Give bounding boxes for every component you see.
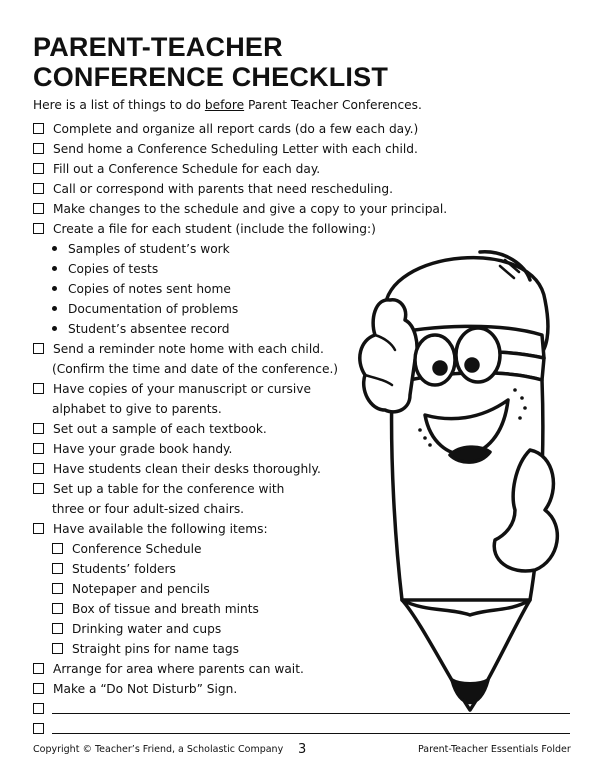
checkbox[interactable] <box>33 203 44 214</box>
checklist-item: Send a reminder note home with each child. <box>33 339 324 359</box>
checkbox[interactable] <box>33 483 44 494</box>
checklist-item: Set up a table for the conference with <box>33 479 284 499</box>
checklist-item: Have students clean their desks thoroughly. <box>33 459 321 479</box>
checkbox[interactable] <box>33 223 44 234</box>
checkbox[interactable] <box>52 623 63 634</box>
bullet-icon <box>52 246 57 251</box>
checkbox[interactable] <box>52 643 63 654</box>
page-number: 3 <box>298 742 307 757</box>
checklist-item: Make a “Do Not Disturb” Sign. <box>33 679 237 699</box>
checklist-item: Arrange for area where parents can wait. <box>33 659 304 679</box>
checkbox[interactable] <box>33 163 44 174</box>
checklist-item: Have available the following items: <box>33 519 268 539</box>
checkbox[interactable] <box>33 343 44 354</box>
checkbox[interactable] <box>33 523 44 534</box>
bullet-item: Documentation of problems <box>52 299 238 319</box>
checkbox[interactable] <box>33 663 44 674</box>
page-title: PARENT-TEACHER CONFERENCE CHECKLIST <box>33 32 389 92</box>
checklist-item-continued: alphabet to give to parents. <box>52 402 222 416</box>
checklist-item: Have copies of your manuscript or cursive <box>33 379 311 399</box>
checkbox[interactable] <box>33 423 44 434</box>
sub-checklist-item: Notepaper and pencils <box>52 579 210 599</box>
checklist-item: Make changes to the schedule and give a copy to your principal. <box>33 199 447 219</box>
copyright-text: Copyright © Teacher’s Friend, a Scholastic Company <box>33 744 284 755</box>
sub-checklist-item: Conference Schedule <box>52 539 202 559</box>
checkbox[interactable] <box>52 563 63 574</box>
checklist-item-continued: (Confirm the time and date of the conference.) <box>52 362 339 376</box>
checkbox[interactable] <box>52 603 63 614</box>
checkbox[interactable] <box>52 543 63 554</box>
bullet-icon <box>52 306 57 311</box>
blank-checklist-item <box>33 719 53 739</box>
blank-write-line[interactable] <box>52 733 570 734</box>
checkbox[interactable] <box>33 683 44 694</box>
checkbox[interactable] <box>33 463 44 474</box>
checkbox[interactable] <box>33 703 44 714</box>
bullet-item: Samples of student’s work <box>52 239 230 259</box>
checkbox[interactable] <box>52 583 63 594</box>
bullet-icon <box>52 266 57 271</box>
checklist-item: Create a file for each student (include the following:) <box>33 219 376 239</box>
checkbox[interactable] <box>33 443 44 454</box>
checklist-item: Call or correspond with parents that need rescheduling. <box>33 179 393 199</box>
checklist-item: Fill out a Conference Schedule for each day. <box>33 159 320 179</box>
sub-checklist-item: Students’ folders <box>52 559 176 579</box>
checklist-item: Send home a Conference Scheduling Letter with each child. <box>33 139 418 159</box>
bullet-icon <box>52 326 57 331</box>
intro-text: Here is a list of things to do before Parent Teacher Conferences. <box>33 98 422 112</box>
blank-checklist-item <box>33 699 53 719</box>
sub-checklist-item: Straight pins for name tags <box>52 639 239 659</box>
checkbox[interactable] <box>33 143 44 154</box>
checkbox[interactable] <box>33 183 44 194</box>
sub-checklist-item: Box of tissue and breath mints <box>52 599 259 619</box>
checkbox[interactable] <box>33 383 44 394</box>
bullet-item: Student’s absentee record <box>52 319 229 339</box>
checklist-item-continued: three or four adult-sized chairs. <box>52 502 245 516</box>
sub-checklist-item: Drinking water and cups <box>52 619 221 639</box>
checklist-item: Set out a sample of each textbook. <box>33 419 267 439</box>
bullet-icon <box>52 286 57 291</box>
folder-name: Parent-Teacher Essentials Folder <box>418 744 571 755</box>
checkbox[interactable] <box>33 723 44 734</box>
checklist-item: Have your grade book handy. <box>33 439 232 459</box>
checklist-item: Complete and organize all report cards (do a few each day.) <box>33 119 418 139</box>
checkbox[interactable] <box>33 123 44 134</box>
pencil-mascot-icon <box>330 240 580 730</box>
bullet-item: Copies of notes sent home <box>52 279 231 299</box>
bullet-item: Copies of tests <box>52 259 158 279</box>
